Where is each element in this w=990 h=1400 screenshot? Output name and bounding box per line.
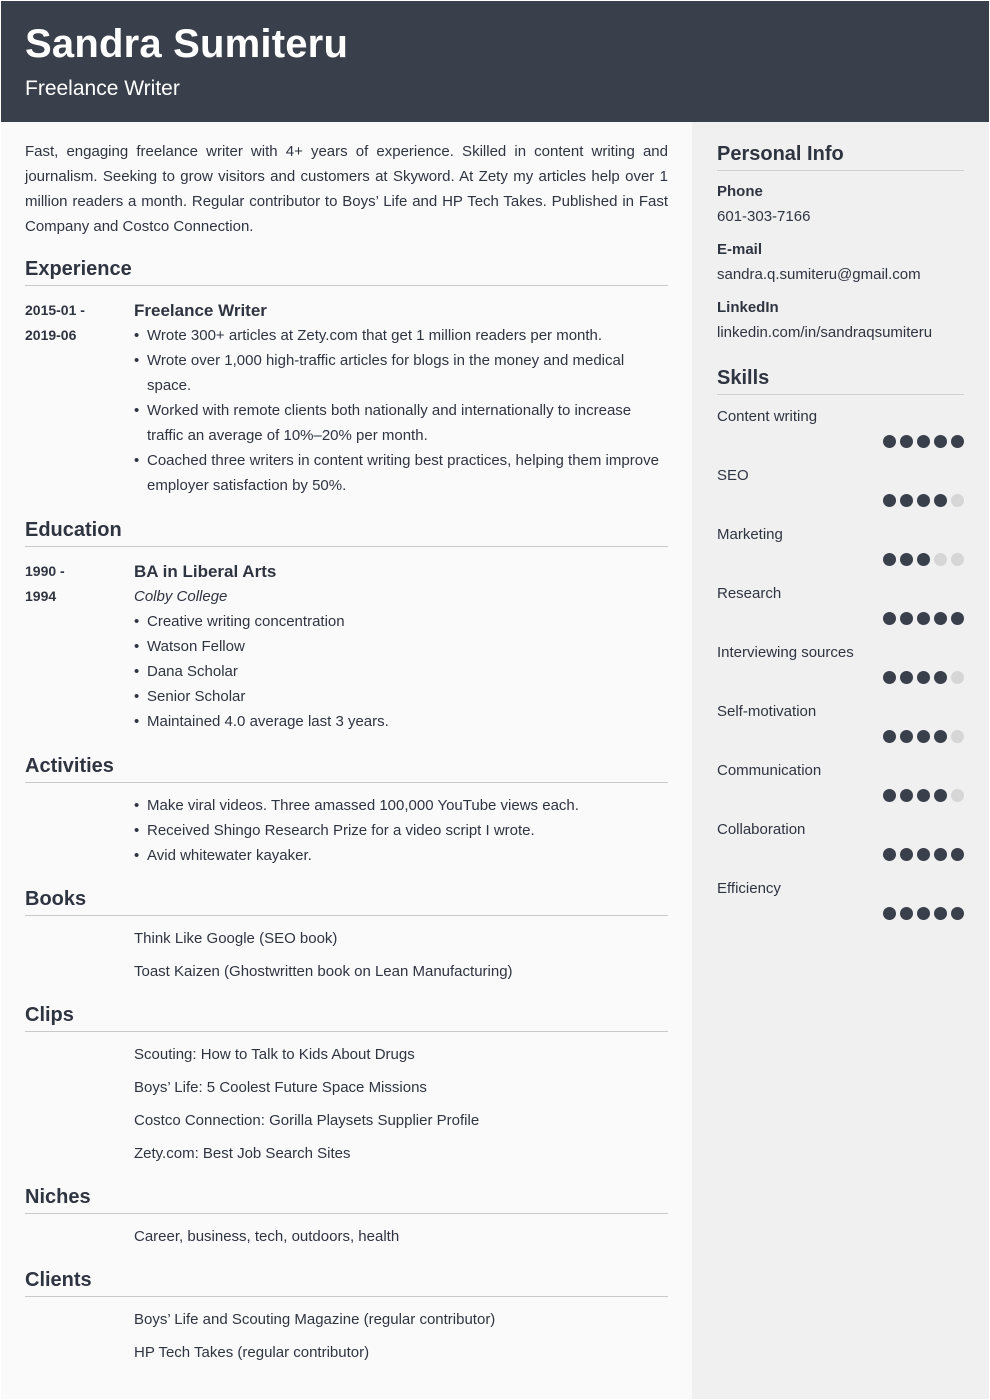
- book-item: Toast Kaizen (Ghostwritten book on Lean Manufacturing): [134, 963, 513, 980]
- skill-item: [717, 749, 964, 808]
- list-item: • Dana Scholar: [134, 659, 668, 684]
- list-item: • Wrote 300+ articles at Zety.com that get 1 million readers per month.: [134, 323, 668, 348]
- education-bullets: [134, 609, 668, 734]
- skill-item: [717, 631, 964, 690]
- education-date-start: 1990 -: [25, 563, 65, 579]
- skill-name: Marketing: [717, 526, 783, 543]
- rating-dot-filled: [883, 435, 896, 448]
- rating-dot-filled: [951, 848, 964, 861]
- experience-dates: [25, 298, 125, 348]
- list-item: • Wrote over 1,000 high-traffic articles for blogs in the money and medical space.: [134, 348, 668, 398]
- rating-dot-filled: [900, 671, 913, 684]
- skill-name: Collaboration: [717, 821, 806, 838]
- skill-rating: [883, 435, 964, 448]
- resume-header: [1, 1, 989, 122]
- list-item: • Watson Fellow: [134, 634, 668, 659]
- rating-dot-filled: [883, 907, 896, 920]
- rating-dot-filled: [900, 553, 913, 566]
- skills-heading: Skills: [717, 366, 964, 395]
- experience-title: Freelance Writer: [134, 301, 267, 320]
- education-dates: [25, 559, 125, 609]
- experience-bullets: [134, 323, 668, 498]
- rating-dot-filled: [917, 612, 930, 625]
- rating-dot-filled: [883, 848, 896, 861]
- sidebar: [692, 122, 989, 1399]
- personal-info-section: [717, 142, 964, 353]
- rating-dot-filled: [900, 435, 913, 448]
- linkedin-value: linkedin.com/in/sandraqsumiteru: [717, 324, 933, 341]
- experience-heading: Experience: [25, 257, 668, 286]
- book-item: Think Like Google (SEO book): [134, 930, 338, 947]
- linkedin-label: LinkedIn: [717, 299, 779, 316]
- email-label: E-mail: [717, 241, 763, 258]
- skill-item: [717, 454, 964, 513]
- rating-dot-filled: [934, 612, 947, 625]
- rating-dot-filled: [934, 848, 947, 861]
- client-item: HP Tech Takes (regular contributor): [134, 1344, 370, 1361]
- rating-dot-filled: [917, 848, 930, 861]
- rating-dot-filled: [900, 730, 913, 743]
- clips-heading: Clips: [25, 1003, 668, 1032]
- phone-label: Phone: [717, 183, 763, 200]
- skill-item: [717, 395, 964, 454]
- personal-info-heading: Personal Info: [717, 142, 964, 171]
- skill-name: Efficiency: [717, 880, 781, 897]
- rating-dot-empty: [934, 553, 947, 566]
- skill-item: [717, 513, 964, 572]
- education-date-end: 1994: [25, 588, 57, 604]
- rating-dot-filled: [917, 907, 930, 920]
- education-degree: BA in Liberal Arts: [134, 562, 277, 581]
- rating-dot-filled: [934, 494, 947, 507]
- niches-section: [25, 1185, 668, 1253]
- rating-dot-filled: [900, 789, 913, 802]
- list-item: • Make viral videos. Three amassed 100,000 YouTube views each.: [134, 793, 668, 818]
- list-item: • Creative writing concentration: [134, 609, 668, 634]
- clients-section: [25, 1268, 668, 1369]
- candidate-name: Sandra Sumiteru: [25, 22, 349, 66]
- skill-rating: [883, 612, 964, 625]
- skill-name: Interviewing sources: [717, 644, 854, 661]
- skill-name: Self-motivation: [717, 703, 817, 720]
- list-item: • Worked with remote clients both nationally and internationally to increase traffic an average of 10%–20% per month.: [134, 398, 668, 448]
- list-item: • Coached three writers in content writing best practices, helping them improve employer satisfaction by 50%.: [134, 448, 668, 498]
- rating-dot-filled: [934, 730, 947, 743]
- rating-dot-filled: [951, 612, 964, 625]
- rating-dot-filled: [900, 907, 913, 920]
- rating-dot-filled: [883, 612, 896, 625]
- skill-name: Communication: [717, 762, 822, 779]
- list-item: • Received Shingo Research Prize for a video script I wrote.: [134, 818, 668, 843]
- client-item: Boys’ Life and Scouting Magazine (regular contributor): [134, 1311, 496, 1328]
- experience-date-start: 2015-01 -: [25, 302, 85, 318]
- skill-rating: [883, 494, 964, 507]
- rating-dot-filled: [883, 789, 896, 802]
- candidate-role: Freelance Writer: [25, 77, 180, 100]
- main-column: [1, 122, 692, 1399]
- experience-section: [25, 257, 668, 498]
- niches-heading: Niches: [25, 1185, 668, 1214]
- rating-dot-filled: [883, 553, 896, 566]
- rating-dot-filled: [934, 671, 947, 684]
- rating-dot-filled: [917, 730, 930, 743]
- clients-heading: Clients: [25, 1268, 668, 1297]
- education-section: [25, 518, 668, 734]
- skills-section: [717, 366, 964, 926]
- rating-dot-filled: [951, 907, 964, 920]
- list-item: • Maintained 4.0 average last 3 years.: [134, 709, 668, 734]
- rating-dot-filled: [917, 494, 930, 507]
- rating-dot-filled: [883, 671, 896, 684]
- skill-name: Content writing: [717, 408, 818, 425]
- experience-entry: [25, 298, 668, 498]
- skill-item: [717, 808, 964, 867]
- skill-name: SEO: [717, 467, 749, 484]
- rating-dot-filled: [883, 494, 896, 507]
- books-heading: Books: [25, 887, 668, 916]
- rating-dot-empty: [951, 789, 964, 802]
- phone-value: 601-303-7166: [717, 208, 811, 225]
- rating-dot-filled: [917, 789, 930, 802]
- rating-dot-filled: [917, 553, 930, 566]
- skill-item: [717, 690, 964, 749]
- list-item: • Avid whitewater kayaker.: [134, 843, 668, 868]
- rating-dot-filled: [917, 671, 930, 684]
- books-section: [25, 887, 668, 988]
- rating-dot-empty: [951, 730, 964, 743]
- skill-rating: [883, 789, 964, 802]
- rating-dot-empty: [951, 671, 964, 684]
- education-institution: Colby College: [134, 588, 228, 605]
- skill-rating: [883, 907, 964, 920]
- clip-item: Scouting: How to Talk to Kids About Drugs: [134, 1046, 415, 1063]
- skill-rating: [883, 553, 964, 566]
- list-item: • Senior Scholar: [134, 684, 668, 709]
- skills-list: [717, 395, 964, 926]
- rating-dot-filled: [934, 435, 947, 448]
- rating-dot-filled: [900, 848, 913, 861]
- rating-dot-filled: [951, 435, 964, 448]
- clip-item: Boys’ Life: 5 Coolest Future Space Missions: [134, 1079, 427, 1096]
- clips-section: [25, 1003, 668, 1170]
- skill-name: Research: [717, 585, 782, 602]
- activities-heading: Activities: [25, 754, 668, 783]
- rating-dot-empty: [951, 494, 964, 507]
- clip-item: Zety.com: Best Job Search Sites: [134, 1145, 351, 1162]
- skill-rating: [883, 730, 964, 743]
- activities-section: [25, 754, 668, 868]
- rating-dot-filled: [917, 435, 930, 448]
- activities-bullets: [134, 793, 668, 868]
- education-entry: [25, 559, 668, 734]
- email-value: sandra.q.sumiteru@gmail.com: [717, 266, 921, 283]
- rating-dot-filled: [883, 730, 896, 743]
- experience-date-end: 2019-06: [25, 327, 77, 343]
- skill-item: [717, 572, 964, 631]
- rating-dot-filled: [934, 907, 947, 920]
- rating-dot-filled: [900, 494, 913, 507]
- skill-item: [717, 867, 964, 926]
- niche-item: Career, business, tech, outdoors, health: [134, 1228, 400, 1245]
- profile-summary: Fast, engaging freelance writer with 4+ years of experience. Skilled in content writing and journalism. Seeking to grow visitors and customers at Skyword. At Zety my articles help over 1 million readers a month. Regular contributor to Boys’ Life and HP Tech Takes. Published in Fast Company and Costco Connection.: [25, 143, 668, 235]
- rating-dot-empty: [951, 553, 964, 566]
- clip-item: Costco Connection: Gorilla Playsets Supplier Profile: [134, 1112, 480, 1129]
- skill-rating: [883, 848, 964, 861]
- rating-dot-filled: [934, 789, 947, 802]
- skill-rating: [883, 671, 964, 684]
- rating-dot-filled: [900, 612, 913, 625]
- education-heading: Education: [25, 518, 668, 547]
